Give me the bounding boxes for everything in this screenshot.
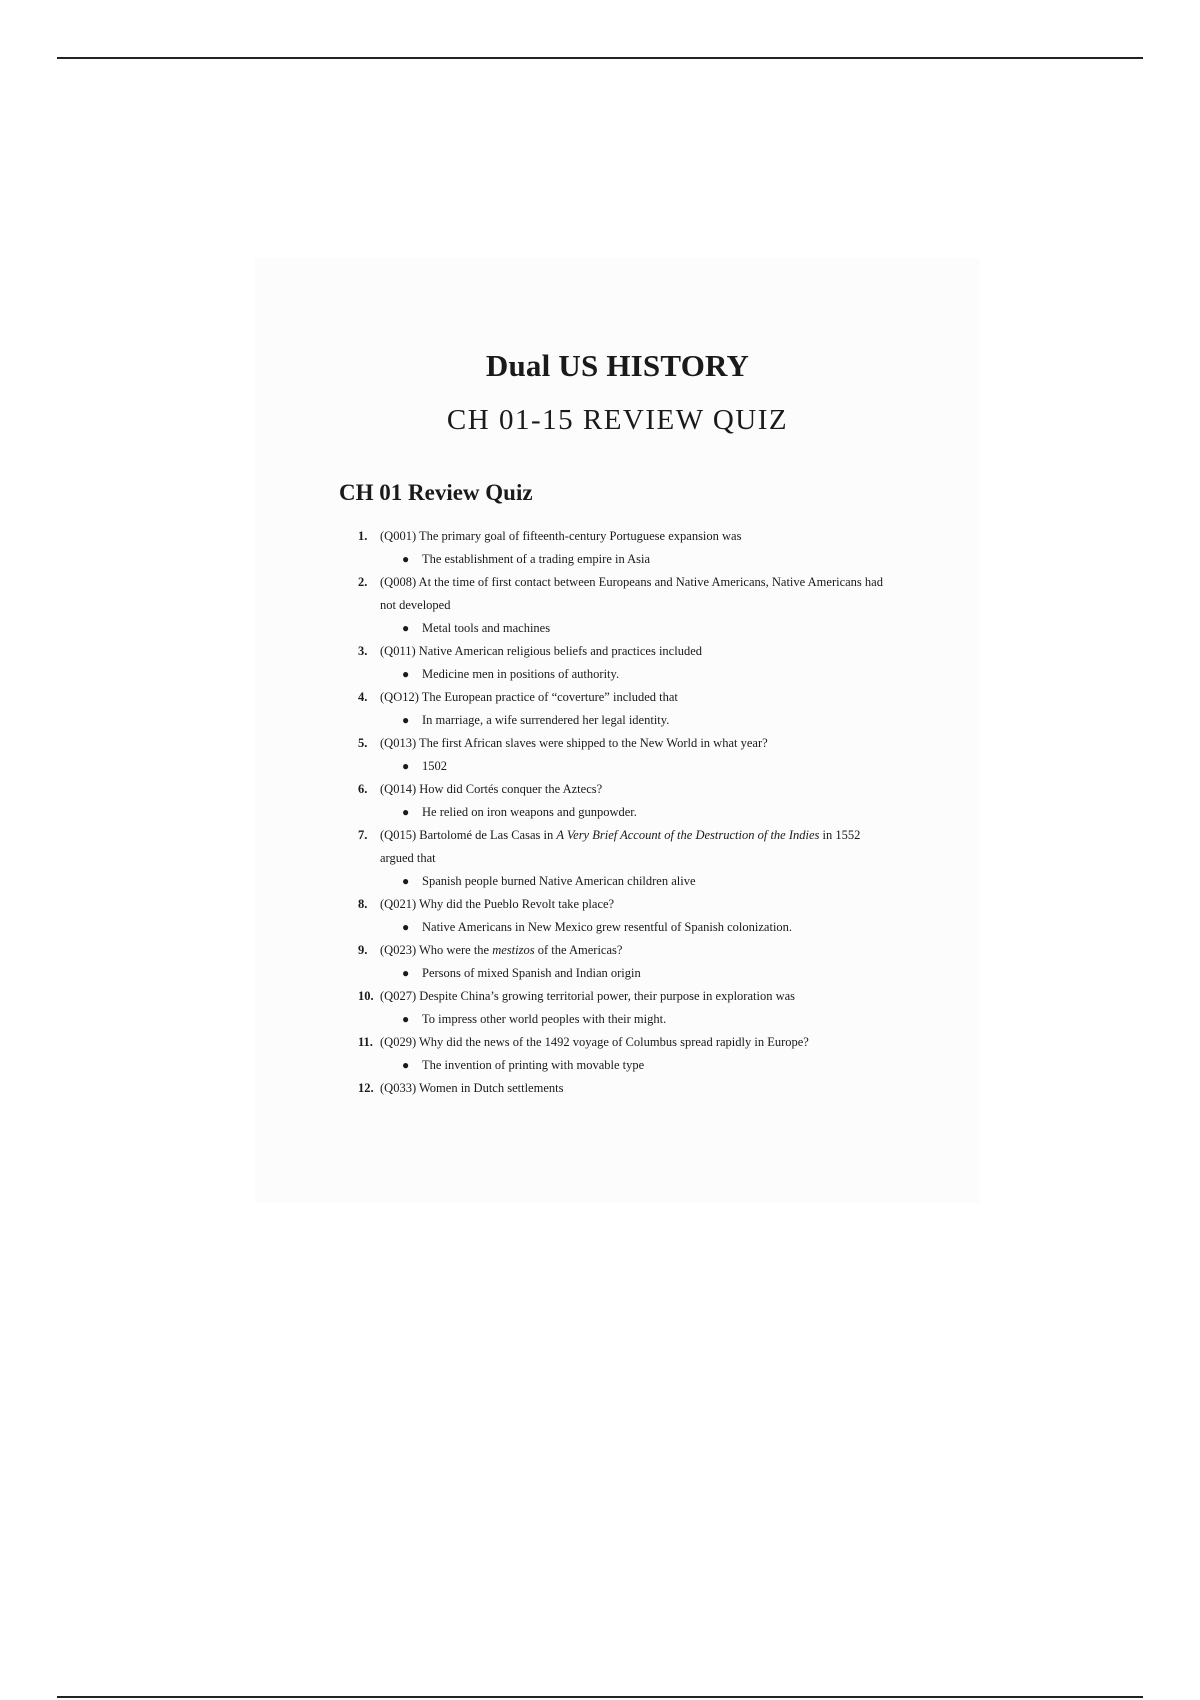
answer-list [380,663,888,686]
answer-item [402,962,888,985]
answer-item [402,1054,888,1077]
bullet-icon: ● [402,805,410,819]
answer-text: The establishment of a trading empire in Asia [422,552,651,566]
question-text: (Q021) Why did the Pueblo Revolt take place? [380,897,615,911]
bottom-divider [57,1696,1143,1698]
bullet-icon: ● [402,713,410,727]
quiz-question [358,1031,888,1077]
question-number: 1. [358,529,368,543]
document-title: Dual US HISTORY [485,348,750,383]
question-text-part: of the Americas? [534,943,623,957]
question-number: 4. [358,690,368,704]
answer-text: 1502 [422,759,447,773]
quiz-question [358,571,888,640]
question-number: 2. [358,575,368,589]
question-number: 11. [358,1035,373,1049]
section-heading: CH 01 Review Quiz [339,480,533,505]
answer-text: Medicine men in positions of authority. [422,667,620,681]
bullet-icon: ● [402,1058,410,1072]
question-text: (Q014) How did Cortés conquer the Aztecs? [380,782,603,796]
question-number: 8. [358,897,368,911]
answer-item [402,663,888,686]
question-text: (Q011) Native American religious beliefs and practices included [380,644,702,658]
quiz-question [358,1077,888,1100]
document-preview [255,258,980,1203]
answer-item [402,870,888,893]
answer-list [380,962,888,985]
answer-list [380,755,888,778]
bullet-icon: ● [402,874,410,888]
answer-list [380,916,888,939]
answer-text: He relied on iron weapons and gunpowder. [422,805,637,819]
quiz-question [358,525,888,571]
answer-item [402,801,888,824]
bullet-icon: ● [402,1012,410,1026]
question-number: 6. [358,782,368,796]
answer-list [380,548,888,571]
document-subtitle: CH 01-15 REVIEW QUIZ [446,404,789,436]
question-number: 10. [358,989,374,1003]
question-text [380,943,622,957]
quiz-question [358,939,888,985]
answer-text: The invention of printing with movable type [422,1058,645,1072]
question-text: (Q027) Despite China’s growing territorial power, their purpose in exploration was [380,989,796,1003]
question-text-part: in 1552 argued that [380,828,861,865]
answer-list [380,709,888,732]
answer-text: Persons of mixed Spanish and Indian origin [422,966,641,980]
question-number: 7. [358,828,368,842]
answer-text: To impress other world peoples with their might. [422,1012,667,1026]
answer-item [402,755,888,778]
question-number: 12. [358,1081,374,1095]
question-number: 5. [358,736,368,750]
question-text: (Q013) The first African slaves were shipped to the New World in what year? [380,736,768,750]
answer-text: Native Americans in New Mexico grew resentful of Spanish colonization. [422,920,793,934]
bullet-icon: ● [402,966,410,980]
bullet-icon: ● [402,920,410,934]
answer-list [380,870,888,893]
answer-text: In marriage, a wife surrendered her legal identity. [422,713,670,727]
question-text: (QO12) The European practice of “coverture” included that [380,690,678,704]
quiz-question-list [358,525,888,1100]
question-number: 3. [358,644,368,658]
question-text: (Q033) Women in Dutch settlements [380,1081,564,1095]
question-text: (Q001) The primary goal of fifteenth-century Portuguese expansion was [380,529,742,543]
quiz-question [358,732,888,778]
bullet-icon: ● [402,621,410,635]
book-title: A Very Brief Account of the Destruction of the Indies [556,828,820,842]
question-text: (Q008) At the time of first contact between Europeans and Native Americans, Native Americans had not developed [380,575,883,612]
quiz-question [358,686,888,732]
quiz-question [358,893,888,939]
question-text-part: (Q015) Bartolomé de Las Casas in [380,828,557,842]
quiz-question [358,640,888,686]
bullet-icon: ● [402,552,410,566]
answer-item [402,709,888,732]
quiz-question [358,985,888,1031]
answer-text: Spanish people burned Native American children alive [422,874,696,888]
answer-list [380,1054,888,1077]
answer-text: Metal tools and machines [422,621,551,635]
quiz-question [358,824,888,893]
answer-list [380,1008,888,1031]
answer-item [402,1008,888,1031]
question-text: (Q029) Why did the news of the 1492 voyage of Columbus spread rapidly in Europe? [380,1035,809,1049]
italic-term: mestizos [492,943,535,957]
answer-item [402,617,888,640]
quiz-question [358,778,888,824]
answer-item [402,916,888,939]
bullet-icon: ● [402,759,410,773]
answer-list [380,617,888,640]
top-divider [57,57,1143,59]
question-text [380,828,860,865]
question-number: 9. [358,943,368,957]
answer-list [380,801,888,824]
answer-item [402,548,888,571]
bullet-icon: ● [402,667,410,681]
question-text-part: (Q023) Who were the [380,943,493,957]
